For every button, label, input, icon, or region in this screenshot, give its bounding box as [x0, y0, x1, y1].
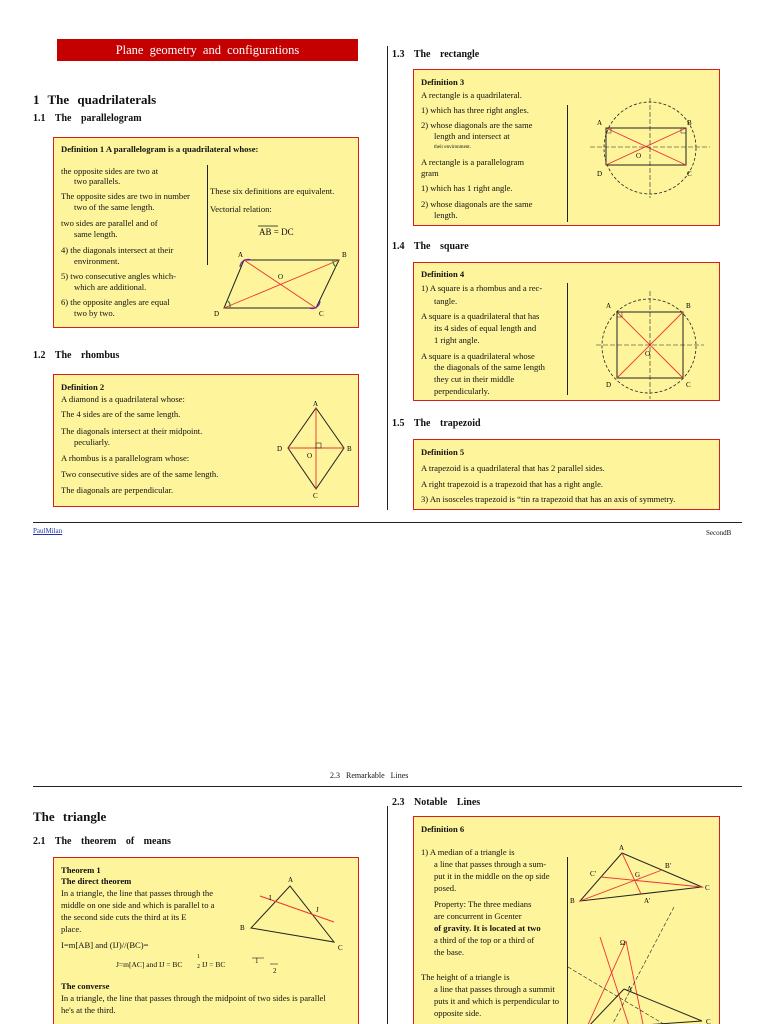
def6-item: a line that passes through a summit [434, 984, 555, 994]
def4-item: A square is a quadrilateral that has [421, 311, 540, 321]
thm1-item: the second side cuts the third at its E [61, 912, 187, 922]
page-2-header: 2.3 Remarkable Lines [330, 771, 409, 780]
label-b: B [687, 119, 692, 127]
definition-1-box [53, 137, 359, 328]
label-omega: Ω [620, 939, 626, 947]
def3-item: gram [421, 168, 439, 178]
theorem-1-box [53, 857, 359, 1024]
column-divider [387, 806, 388, 1024]
fraction-den: 2 [273, 967, 277, 975]
def2-item: The diagonals intersect at their midpoint. [61, 426, 203, 436]
definition-2-title: Definition 2 [61, 382, 105, 392]
label-c-height: C [706, 1018, 711, 1024]
def5-item: A right trapezoid is a trapezoid that has a right angle. [421, 479, 604, 489]
label-b: B [347, 445, 352, 453]
rhombus-figure [54, 375, 360, 508]
def6-item: a third of the top or a third of [434, 935, 535, 945]
label-c: C [705, 884, 710, 892]
def1-side-note: These six definitions are equivalent. [210, 186, 335, 196]
square-figure [414, 263, 721, 402]
def2-item: Two consecutive sides are of the same length. [61, 469, 219, 479]
definition-1-title: Definition 1 A parallelogram is a quadrilateral whose: [61, 144, 259, 154]
def3-item: length. [434, 210, 458, 220]
thm1-item: IJ = BC [202, 960, 226, 969]
def4-item: its 4 sides of equal length and [434, 323, 537, 333]
definition-3-title: Definition 3 [421, 77, 465, 87]
rectangle-figure [414, 70, 721, 227]
definition-4-box [413, 262, 720, 401]
label-a: A [606, 302, 612, 310]
section-means-theorem-heading: 2.1 The theorem of means [33, 836, 171, 847]
def1-item: two parallels. [74, 176, 121, 186]
def1-item: The opposite sides are two in number [61, 191, 190, 201]
label-a: A [597, 119, 603, 127]
thm1-item: J=m[AC] and IJ = BC [116, 960, 183, 969]
def1-item: two sides are parallel and of [61, 218, 158, 228]
label-c: C [686, 381, 691, 389]
def1-item: two of the same length. [74, 202, 155, 212]
thm1-item: place. [61, 924, 82, 934]
section-triangle-heading: The triangle [33, 809, 107, 824]
fraction-den: 2 [197, 964, 200, 970]
def1-item: the opposite sides are two at [61, 166, 159, 176]
def6-item: Property: The three medians [434, 899, 532, 909]
def6-item: put it in the middle on the op side [434, 871, 550, 881]
def3-item: A rectangle is a quadrilateral. [421, 90, 522, 100]
def6-item: 1) A median of a triangle is [421, 847, 515, 857]
def1-item: 5) two consecutive angles which- [61, 271, 177, 281]
def5-item: A trapezoid is a quadrilateral that has 2 parallel sides. [421, 463, 605, 473]
def6-item: opposite side. [434, 1008, 482, 1018]
section-quadrilaterals-heading: 1 The quadrilaterals [33, 92, 157, 107]
definition-6-title: Definition 6 [421, 824, 465, 834]
section-parallelogram-heading: 1.1 The parallelogram [33, 113, 142, 124]
def3-item: 1) which has three right angles. [421, 105, 529, 115]
thm1-item: middle on one side and which is parallel to a [61, 900, 215, 910]
label-a: A [288, 876, 294, 884]
label-o: O [278, 273, 284, 281]
def4-item: A square is a quadrilateral whose [421, 351, 535, 361]
section-rhombus-heading: 1.2 The rhombus [33, 350, 120, 361]
def3-item: length and intersect at [434, 131, 510, 141]
label-j: J [316, 906, 319, 914]
def1-item: 6) the opposite angles are equal [61, 297, 170, 307]
label-a-height: A [627, 985, 633, 993]
def2-item: A rhombus is a parallelogram whose: [61, 453, 190, 463]
label-o: O [636, 152, 642, 160]
parallelogram-figure [54, 138, 360, 329]
def2-item: A diamond is a quadrilateral whose: [61, 394, 185, 404]
def2-item: The 4 sides are of the same length. [61, 409, 181, 419]
definition-6-box [413, 816, 720, 1024]
def2-item: peculiarly. [74, 437, 110, 447]
def3-item: A rectangle is a parallelogram [421, 157, 525, 167]
def6-item: the base. [434, 947, 465, 957]
label-a: A [238, 251, 244, 259]
author-link[interactable]: PaulMilan [33, 527, 63, 535]
thm1-item: In a triangle, the line that passes through the [61, 888, 214, 898]
def5-item: 3) An isosceles trapezoid is “tin ra trapezoid that has an axis of symmetry. [421, 494, 676, 504]
label-c: C [338, 944, 343, 952]
def4-item: the diagonals of the same length [434, 362, 545, 372]
def1-item: two by two. [74, 308, 115, 318]
label-a: A [619, 844, 625, 852]
label-o: O [307, 452, 313, 460]
page-title-banner: Plane geometry and configurations [57, 39, 358, 61]
fraction-num: 1 [197, 954, 200, 960]
definition-5-title: Definition 5 [421, 447, 465, 457]
def1-item: 4) the diagonals intersect at their [61, 245, 174, 255]
def6-item: of gravity. It is located at two [434, 923, 541, 933]
label-d: D [277, 445, 283, 453]
def1-item: environment. [74, 256, 120, 266]
label-d: D [606, 381, 612, 389]
label-d: D [214, 310, 220, 318]
label-b: B [686, 302, 691, 310]
def4-item: 1 right angle. [434, 335, 480, 345]
def2-item: The diagonals are perpendicular. [61, 485, 174, 495]
label-b: B [570, 897, 575, 905]
def4-item: perpendicularly. [434, 386, 490, 396]
footer-rule [33, 522, 742, 523]
fraction-num: 1 [255, 957, 259, 965]
def3-item: 1) which has 1 right angle. [421, 183, 513, 193]
label-d: D [597, 170, 603, 178]
label-c: C [687, 170, 692, 178]
label-c: C [319, 310, 324, 318]
def4-item: they cut in their middle [434, 374, 515, 384]
def1-vector-label: Vectorial relation: [210, 204, 272, 214]
label-b-prime: B' [665, 862, 671, 870]
label-b: B [342, 251, 347, 259]
definition-4-title: Definition 4 [421, 269, 465, 279]
def6-item: a line that passes through a sum- [434, 859, 547, 869]
section-rectangle-heading: 1.3 The rectangle [392, 49, 480, 60]
def4-item: tangle. [434, 296, 458, 306]
thm1-item: I=m[AB] and (IJ)//(BC)= [61, 940, 149, 950]
class-label: SecondB [706, 529, 732, 537]
def4-item: 1) A square is a rhombus and a rec- [421, 283, 543, 293]
label-c-prime: C' [590, 870, 596, 878]
def1-item: which are additional. [74, 282, 147, 292]
converse-title: The converse [61, 981, 110, 991]
definition-5-box [413, 439, 720, 510]
label-g: G [635, 871, 641, 879]
label-c: C [313, 492, 318, 500]
def1-item: same length. [74, 229, 118, 239]
section-trapezoid-heading: 1.5 The trapezoid [392, 418, 481, 429]
triangle-medians-figure [414, 817, 721, 1024]
label-i: I [269, 894, 272, 902]
theorem-1-title: Theorem 1 [61, 865, 101, 875]
label-a: A [313, 400, 319, 408]
definition-2-box [53, 374, 359, 507]
def6-item: are concurrent in Gcenter [434, 911, 522, 921]
def3-item: 2) whose diagonals are the same [421, 199, 533, 209]
column-divider [387, 46, 388, 510]
converse-text: he's at the third. [61, 1005, 116, 1015]
def6-item: The height of a triangle is [421, 972, 510, 982]
converse-text: In a triangle, the line that passes through the midpoint of two sides is parallel [61, 993, 326, 1003]
def6-item: posed. [434, 883, 457, 893]
definition-3-box [413, 69, 720, 226]
direct-theorem-title: The direct theorem [61, 876, 132, 886]
vector-relation: AB = DC [259, 227, 294, 237]
def3-item: 2) whose diagonals are the same [421, 120, 533, 130]
label-a-prime: A' [644, 897, 651, 905]
label-o: O [645, 350, 651, 358]
section-notable-lines-heading: 2.3 Notable Lines [392, 797, 481, 808]
def6-item: puts it and which is perpendicular to [434, 996, 560, 1006]
label-b: B [240, 924, 245, 932]
def3-item: their environment. [434, 145, 471, 150]
triangle-means-figure [54, 858, 360, 1024]
section-square-heading: 1.4 The square [392, 241, 469, 252]
header-rule [33, 786, 742, 787]
